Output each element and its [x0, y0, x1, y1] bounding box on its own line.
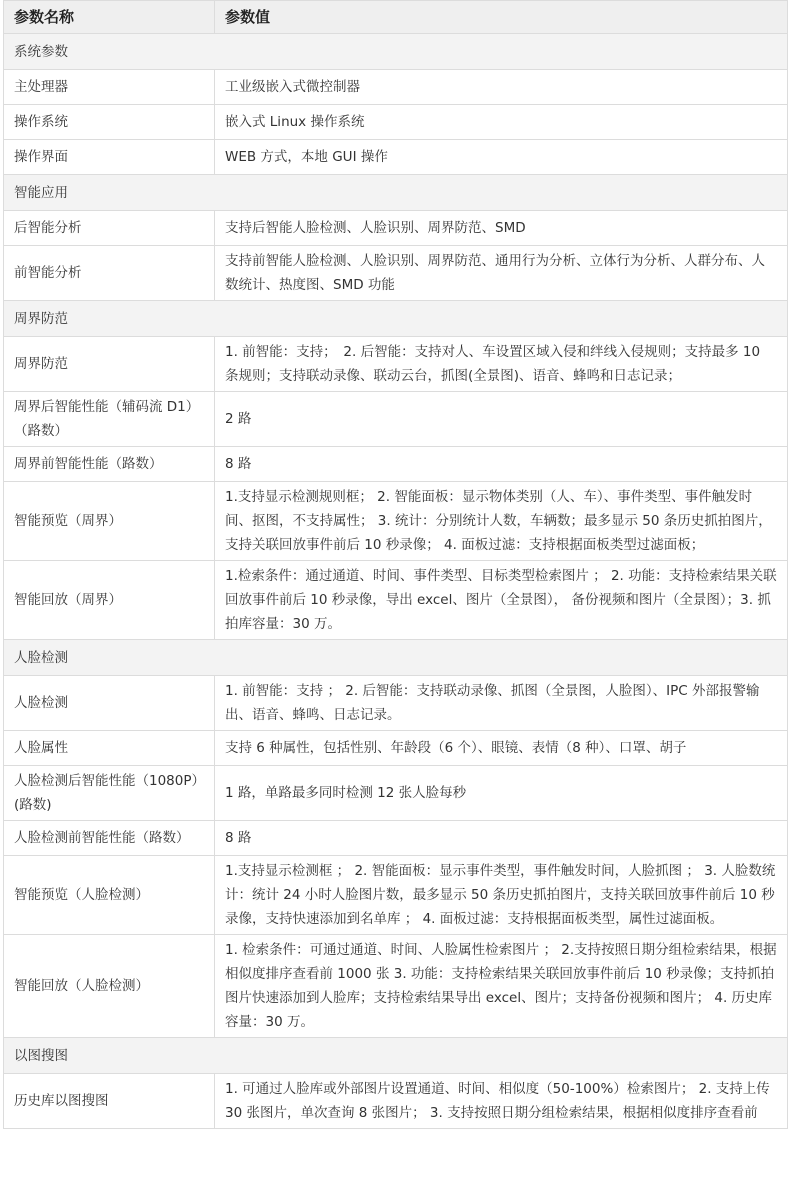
header-param-name: 参数名称 [4, 1, 215, 34]
section-title: 以图搜图 [4, 1038, 788, 1074]
table-row [4, 140, 788, 175]
table-row [4, 821, 788, 856]
table-row [4, 1074, 788, 1129]
table-header-row [4, 1, 788, 34]
table-row [4, 561, 788, 640]
param-value: 支持后智能人脸检测、人脸识别、周界防范、SMD [215, 211, 788, 246]
param-value: 1.检索条件：通过通道、时间、事件类型、目标类型检索图片 ； 2. 功能：支持检索结果关联回放事件前后 10 秒录像，导出 excel、图片（全景图）， 备份视频和图片（全景图）；3. 抓拍库容量：30 万。 [215, 561, 788, 640]
section-row [4, 175, 788, 211]
param-name: 人脸属性 [4, 731, 215, 766]
param-name: 操作系统 [4, 105, 215, 140]
param-value: 2 路 [215, 392, 788, 447]
table-row [4, 447, 788, 482]
section-title: 人脸检测 [4, 640, 788, 676]
param-name: 人脸检测前智能性能（路数） [4, 821, 215, 856]
param-name: 智能回放（人脸检测） [4, 935, 215, 1038]
param-value: 1. 可通过人脸库或外部图片设置通道、时间、相似度（50-100%）检索图片； 2. 支持上传 30 张图片，单次查询 8 张图片； 3. 支持按照日期分组检索结果，根据相似度排序查看前 [215, 1074, 788, 1129]
param-value: 8 路 [215, 447, 788, 482]
param-value: 工业级嵌入式微控制器 [215, 70, 788, 105]
section-row [4, 301, 788, 337]
param-name: 主处理器 [4, 70, 215, 105]
param-value: 支持 6 种属性，包括性别、年龄段（6 个）、眼镜、表情（8 种）、口罩、胡子 [215, 731, 788, 766]
param-value: 1. 前智能：支持 ； 2. 后智能：支持联动录像、抓图（全景图，人脸图）、IPC 外部报警输出、语音、蜂鸣、日志记录。 [215, 676, 788, 731]
param-value: 支持前智能人脸检测、人脸识别、周界防范、通用行为分析、立体行为分析、人群分布、人数统计、热度图、SMD 功能 [215, 246, 788, 301]
param-value: 1. 前智能：支持； 2. 后智能：支持对人、车设置区域入侵和绊线入侵规则；支持最多 10 条规则；支持联动录像、联动云台，抓图(全景图)、语音、蜂鸣和日志记录； [215, 337, 788, 392]
table-row [4, 935, 788, 1038]
param-name: 智能回放（周界） [4, 561, 215, 640]
param-value: 嵌入式 Linux 操作系统 [215, 105, 788, 140]
section-title: 智能应用 [4, 175, 788, 211]
param-value: 8 路 [215, 821, 788, 856]
param-name: 周界防范 [4, 337, 215, 392]
header-param-value: 参数值 [215, 1, 788, 34]
table-row [4, 105, 788, 140]
section-row [4, 640, 788, 676]
param-name: 人脸检测后智能性能（1080P）(路数) [4, 766, 215, 821]
param-name: 历史库以图搜图 [4, 1074, 215, 1129]
param-name: 智能预览（人脸检测） [4, 856, 215, 935]
section-title: 周界防范 [4, 301, 788, 337]
table-row [4, 731, 788, 766]
spec-table-body [4, 34, 788, 1129]
table-row [4, 337, 788, 392]
spec-table [3, 0, 788, 1129]
section-row [4, 1038, 788, 1074]
param-name: 周界前智能性能（路数） [4, 447, 215, 482]
section-row [4, 34, 788, 70]
table-row [4, 856, 788, 935]
param-name: 周界后智能性能（辅码流 D1）（路数） [4, 392, 215, 447]
param-name: 后智能分析 [4, 211, 215, 246]
param-name: 智能预览（周界） [4, 482, 215, 561]
param-name: 人脸检测 [4, 676, 215, 731]
table-row [4, 392, 788, 447]
param-value: 1.支持显示检测框 ； 2. 智能面板：显示事件类型，事件触发时间，人脸抓图 ； 3. 人脸数统计：统计 24 小时人脸图片数，最多显示 50 条历史抓拍图片，支持关联回放事件前后 10 秒录像，支持快速添加到名单库 ； 4. 面板过滤：支持根据面板类型，属性过滤面板。 [215, 856, 788, 935]
table-row [4, 211, 788, 246]
param-name: 操作界面 [4, 140, 215, 175]
table-row [4, 676, 788, 731]
table-row [4, 766, 788, 821]
param-name: 前智能分析 [4, 246, 215, 301]
param-value: 1. 检索条件：可通过通道、时间、人脸属性检索图片 ； 2.支持按照日期分组检索结果，根据相似度排序查看前 1000 张 3. 功能：支持检索结果关联回放事件前后 10 秒录像；支持抓拍图片快速添加到人脸库；支持检索结果导出 excel、图片；支持备份视频和图片； 4. 历史库容量：30 万。 [215, 935, 788, 1038]
table-row [4, 246, 788, 301]
table-row [4, 70, 788, 105]
param-value: WEB 方式，本地 GUI 操作 [215, 140, 788, 175]
param-value: 1 路，单路最多同时检测 12 张人脸每秒 [215, 766, 788, 821]
param-value: 1.支持显示检测规则框； 2. 智能面板：显示物体类别（人、车）、事件类型、事件触发时间、抠图，不支持属性； 3. 统计：分别统计人数，车辆数；最多显示 50 条历史抓拍图片，支持关联回放事件前后 10 秒录像； 4. 面板过滤：支持根据面板类型过滤面板； [215, 482, 788, 561]
table-row [4, 482, 788, 561]
section-title: 系统参数 [4, 34, 788, 70]
